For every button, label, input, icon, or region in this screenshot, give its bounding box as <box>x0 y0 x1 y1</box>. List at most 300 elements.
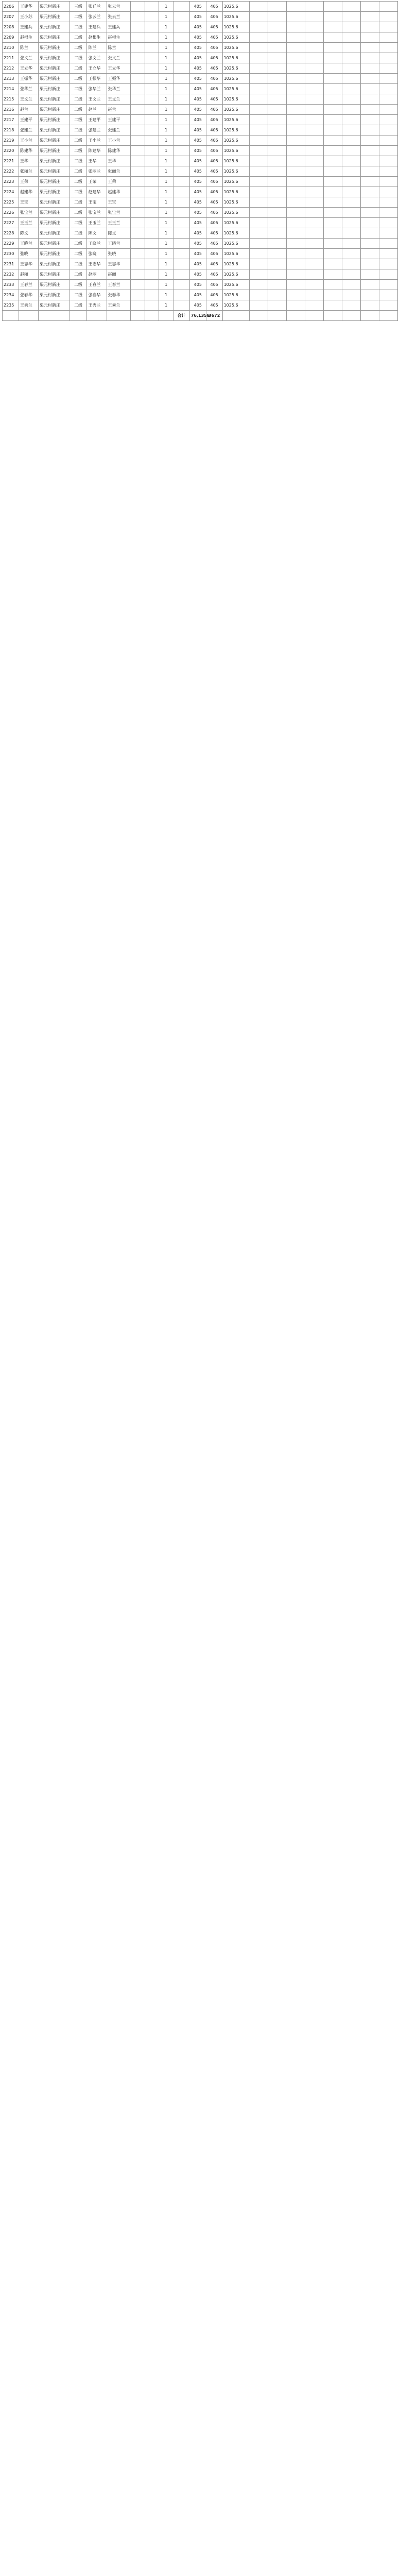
row-amount-b: 405 <box>206 166 222 177</box>
row-flag-b <box>145 115 159 125</box>
row-unit: 栗元村新庄 <box>38 218 69 228</box>
row-amount-a: 405 <box>189 84 206 94</box>
table-row <box>3 269 398 280</box>
row-flag-c <box>173 74 190 84</box>
row-flag-b <box>145 269 159 280</box>
row-blank-8 <box>379 22 397 32</box>
row-unit: 栗元村新庄 <box>38 43 69 53</box>
row-blank-1 <box>250 63 268 74</box>
row-flag-a <box>130 22 145 32</box>
row-flag-c <box>173 239 190 249</box>
row-name: 赵兰 <box>19 105 38 115</box>
row-blank-4 <box>305 63 323 74</box>
row-flag-a <box>130 228 145 239</box>
table-row <box>3 259 398 269</box>
row-blank-5 <box>323 156 342 166</box>
total-blank <box>87 311 107 321</box>
row-count: 1 <box>159 177 173 187</box>
row-blank-3 <box>286 125 305 135</box>
row-blank-1 <box>250 135 268 146</box>
row-flag-b <box>145 300 159 311</box>
row-name: 王振华 <box>19 74 38 84</box>
row-amount-b: 405 <box>206 115 222 125</box>
row-contact: 王秀兰 <box>87 300 107 311</box>
row-blank-7 <box>360 269 379 280</box>
row-blank-1 <box>250 208 268 218</box>
row-count: 1 <box>159 74 173 84</box>
row-contact: 王小兰 <box>87 135 107 146</box>
total-blank <box>159 311 173 321</box>
row-amount-b: 405 <box>206 125 222 135</box>
row-count: 1 <box>159 208 173 218</box>
row-blank-8 <box>379 84 397 94</box>
row-blank-7 <box>360 12 379 22</box>
row-blank-7 <box>360 228 379 239</box>
row-amount-c: 1025.6 <box>222 53 249 63</box>
records-table <box>2 1 398 321</box>
total-label: 合计 <box>173 311 190 321</box>
row-blank-8 <box>379 249 397 259</box>
row-blank-8 <box>379 197 397 208</box>
row-blank-4 <box>305 166 323 177</box>
row-blank-3 <box>286 135 305 146</box>
row-blank-7 <box>360 22 379 32</box>
total-n2: 3672 <box>206 311 222 321</box>
row-amount-c: 1025.6 <box>222 146 249 156</box>
row-contact: 王春兰 <box>87 280 107 290</box>
row-payee: 张文兰 <box>107 53 130 63</box>
row-flag-a <box>130 53 145 63</box>
row-blank-2 <box>268 166 286 177</box>
row-blank-3 <box>286 43 305 53</box>
row-blank-6 <box>342 187 360 197</box>
row-count: 1 <box>159 197 173 208</box>
row-flag-c <box>173 94 190 105</box>
row-blank-2 <box>268 218 286 228</box>
row-blank-4 <box>305 218 323 228</box>
row-amount-a: 405 <box>189 228 206 239</box>
row-level: 二级 <box>69 105 87 115</box>
row-blank-3 <box>286 197 305 208</box>
row-blank-8 <box>379 300 397 311</box>
table-row <box>3 115 398 125</box>
row-blank-3 <box>286 105 305 115</box>
row-level: 二级 <box>69 280 87 290</box>
row-level: 二级 <box>69 156 87 166</box>
row-contact: 王晓兰 <box>87 239 107 249</box>
row-blank-6 <box>342 300 360 311</box>
row-flag-b <box>145 249 159 259</box>
row-amount-c: 1025.6 <box>222 105 249 115</box>
row-blank-8 <box>379 53 397 63</box>
row-amount-c: 1025.6 <box>222 218 249 228</box>
row-name: 王玉兰 <box>19 218 38 228</box>
row-amount-a: 405 <box>189 208 206 218</box>
row-blank-1 <box>250 218 268 228</box>
row-blank-3 <box>286 280 305 290</box>
row-blank-8 <box>379 208 397 218</box>
row-blank-2 <box>268 259 286 269</box>
row-contact: 王立华 <box>87 63 107 74</box>
row-flag-a <box>130 177 145 187</box>
row-blank-1 <box>250 290 268 300</box>
row-blank-4 <box>305 269 323 280</box>
table-row <box>3 280 398 290</box>
row-blank-4 <box>305 43 323 53</box>
row-payee: 陈建华 <box>107 146 130 156</box>
row-blank-5 <box>323 290 342 300</box>
row-contact: 陈建华 <box>87 146 107 156</box>
row-blank-4 <box>305 280 323 290</box>
row-number: 2234 <box>3 290 19 300</box>
row-unit: 栗元村新庄 <box>38 177 69 187</box>
row-number: 2221 <box>3 156 19 166</box>
row-amount-a: 405 <box>189 290 206 300</box>
row-blank-1 <box>250 259 268 269</box>
row-payee: 张云兰 <box>107 2 130 12</box>
row-flag-a <box>130 74 145 84</box>
row-blank-4 <box>305 84 323 94</box>
row-amount-c: 1025.6 <box>222 259 249 269</box>
row-blank-8 <box>379 12 397 22</box>
row-count: 1 <box>159 166 173 177</box>
row-blank-1 <box>250 187 268 197</box>
row-unit: 栗元村新庄 <box>38 115 69 125</box>
row-amount-b: 405 <box>206 135 222 146</box>
row-contact: 王振华 <box>87 74 107 84</box>
row-blank-4 <box>305 32 323 43</box>
row-payee: 王华 <box>107 156 130 166</box>
row-contact: 王志华 <box>87 259 107 269</box>
row-blank-4 <box>305 146 323 156</box>
row-blank-1 <box>250 32 268 43</box>
row-amount-a: 405 <box>189 187 206 197</box>
table-row <box>3 228 398 239</box>
row-number: 2206 <box>3 2 19 12</box>
row-contact: 张丽兰 <box>87 166 107 177</box>
row-count: 1 <box>159 135 173 146</box>
row-contact: 张春华 <box>87 290 107 300</box>
row-flag-b <box>145 63 159 74</box>
row-flag-c <box>173 135 190 146</box>
row-blank-7 <box>360 249 379 259</box>
row-amount-a: 405 <box>189 259 206 269</box>
row-level: 二级 <box>69 74 87 84</box>
row-blank-6 <box>342 105 360 115</box>
row-count: 1 <box>159 218 173 228</box>
row-name: 王文兰 <box>19 94 38 105</box>
row-unit: 栗元村新庄 <box>38 239 69 249</box>
row-blank-8 <box>379 135 397 146</box>
row-blank-3 <box>286 269 305 280</box>
table-row <box>3 156 398 166</box>
table-row <box>3 74 398 84</box>
row-flag-c <box>173 63 190 74</box>
row-level: 二级 <box>69 208 87 218</box>
row-name: 王华 <box>19 156 38 166</box>
row-contact: 王华 <box>87 156 107 166</box>
row-blank-8 <box>379 290 397 300</box>
row-blank-3 <box>286 218 305 228</box>
row-level: 二级 <box>69 197 87 208</box>
row-blank-5 <box>323 53 342 63</box>
row-name: 王春兰 <box>19 280 38 290</box>
row-level: 二级 <box>69 135 87 146</box>
row-payee: 赵根生 <box>107 32 130 43</box>
row-amount-c: 1025.6 <box>222 125 249 135</box>
row-amount-b: 405 <box>206 32 222 43</box>
row-flag-a <box>130 290 145 300</box>
row-name: 赵建华 <box>19 187 38 197</box>
row-count: 1 <box>159 43 173 53</box>
row-blank-3 <box>286 84 305 94</box>
row-unit: 栗元村新庄 <box>38 32 69 43</box>
row-blank-8 <box>379 32 397 43</box>
row-blank-2 <box>268 249 286 259</box>
row-blank-2 <box>268 125 286 135</box>
table-row <box>3 135 398 146</box>
row-blank-7 <box>360 280 379 290</box>
row-blank-3 <box>286 166 305 177</box>
row-contact: 张宝兰 <box>87 208 107 218</box>
row-amount-a: 405 <box>189 280 206 290</box>
row-payee: 王立华 <box>107 63 130 74</box>
row-number: 2218 <box>3 125 19 135</box>
row-name: 赵根生 <box>19 32 38 43</box>
row-amount-b: 405 <box>206 22 222 32</box>
row-flag-a <box>130 166 145 177</box>
row-payee: 王春兰 <box>107 280 130 290</box>
row-blank-2 <box>268 197 286 208</box>
row-name: 王志华 <box>19 259 38 269</box>
row-amount-c: 1025.6 <box>222 74 249 84</box>
row-blank-2 <box>268 63 286 74</box>
row-blank-1 <box>250 2 268 12</box>
row-flag-c <box>173 146 190 156</box>
row-amount-a: 405 <box>189 105 206 115</box>
row-blank-6 <box>342 239 360 249</box>
total-blank <box>145 311 159 321</box>
row-flag-c <box>173 290 190 300</box>
row-amount-a: 405 <box>189 269 206 280</box>
row-name: 张建兰 <box>19 125 38 135</box>
row-payee: 赵丽 <box>107 269 130 280</box>
table-row <box>3 105 398 115</box>
row-blank-4 <box>305 22 323 32</box>
row-flag-c <box>173 156 190 166</box>
row-blank-4 <box>305 12 323 22</box>
row-unit: 栗元村新庄 <box>38 74 69 84</box>
row-level: 二级 <box>69 187 87 197</box>
row-blank-5 <box>323 22 342 32</box>
row-contact: 张华兰 <box>87 84 107 94</box>
row-blank-2 <box>268 177 286 187</box>
row-number: 2223 <box>3 177 19 187</box>
row-flag-b <box>145 105 159 115</box>
row-contact: 张文兰 <box>87 53 107 63</box>
row-blank-6 <box>342 43 360 53</box>
row-blank-1 <box>250 239 268 249</box>
row-blank-1 <box>250 269 268 280</box>
row-blank-6 <box>342 135 360 146</box>
row-blank-4 <box>305 197 323 208</box>
row-blank-6 <box>342 115 360 125</box>
row-blank-5 <box>323 115 342 125</box>
row-unit: 栗元村新庄 <box>38 187 69 197</box>
row-level: 二级 <box>69 239 87 249</box>
row-payee: 张云兰 <box>107 12 130 22</box>
total-blank <box>107 311 130 321</box>
row-blank-8 <box>379 218 397 228</box>
row-count: 1 <box>159 290 173 300</box>
row-name: 王荣 <box>19 177 38 187</box>
row-amount-b: 405 <box>206 74 222 84</box>
row-contact: 赵丽 <box>87 269 107 280</box>
row-number: 2226 <box>3 208 19 218</box>
row-blank-2 <box>268 300 286 311</box>
row-blank-2 <box>268 156 286 166</box>
row-amount-a: 405 <box>189 249 206 259</box>
total-blank <box>286 311 305 321</box>
row-amount-a: 405 <box>189 32 206 43</box>
row-blank-3 <box>286 115 305 125</box>
row-blank-5 <box>323 228 342 239</box>
row-unit: 栗元村新庄 <box>38 228 69 239</box>
row-blank-4 <box>305 156 323 166</box>
row-blank-1 <box>250 300 268 311</box>
row-blank-1 <box>250 177 268 187</box>
row-blank-6 <box>342 53 360 63</box>
row-contact: 王荣 <box>87 177 107 187</box>
row-unit: 栗元村新庄 <box>38 94 69 105</box>
row-name: 王小苏 <box>19 12 38 22</box>
row-blank-3 <box>286 208 305 218</box>
row-number: 2211 <box>3 53 19 63</box>
row-unit: 栗元村新庄 <box>38 290 69 300</box>
row-flag-c <box>173 22 190 32</box>
row-blank-5 <box>323 249 342 259</box>
row-amount-a: 405 <box>189 74 206 84</box>
row-flag-b <box>145 94 159 105</box>
row-amount-b: 405 <box>206 53 222 63</box>
row-unit: 栗元村新庄 <box>38 12 69 22</box>
row-unit: 栗元村新庄 <box>38 84 69 94</box>
row-flag-a <box>130 197 145 208</box>
row-count: 1 <box>159 187 173 197</box>
row-contact: 王建平 <box>87 115 107 125</box>
row-blank-8 <box>379 269 397 280</box>
row-contact: 陈兰 <box>87 43 107 53</box>
row-flag-a <box>130 125 145 135</box>
row-blank-1 <box>250 53 268 63</box>
row-contact: 张丘兰 <box>87 2 107 12</box>
row-blank-5 <box>323 208 342 218</box>
row-number: 2220 <box>3 146 19 156</box>
table-row <box>3 208 398 218</box>
row-flag-b <box>145 166 159 177</box>
table-row <box>3 187 398 197</box>
row-unit: 栗元村新庄 <box>38 280 69 290</box>
row-payee: 张宝兰 <box>107 208 130 218</box>
row-amount-c: 1025.6 <box>222 269 249 280</box>
row-flag-a <box>130 300 145 311</box>
row-unit: 栗元村新庄 <box>38 259 69 269</box>
row-flag-c <box>173 187 190 197</box>
row-name: 张春华 <box>19 290 38 300</box>
table-row <box>3 218 398 228</box>
row-amount-c: 1025.6 <box>222 135 249 146</box>
row-flag-a <box>130 84 145 94</box>
row-blank-2 <box>268 2 286 12</box>
row-name: 王晓兰 <box>19 239 38 249</box>
row-blank-5 <box>323 12 342 22</box>
row-blank-5 <box>323 74 342 84</box>
total-blank <box>250 311 268 321</box>
row-count: 1 <box>159 249 173 259</box>
row-amount-a: 405 <box>189 156 206 166</box>
row-blank-6 <box>342 22 360 32</box>
row-payee: 王宝 <box>107 197 130 208</box>
row-flag-b <box>145 74 159 84</box>
row-amount-a: 405 <box>189 94 206 105</box>
row-amount-a: 405 <box>189 53 206 63</box>
row-amount-a: 405 <box>189 43 206 53</box>
row-count: 1 <box>159 239 173 249</box>
row-flag-c <box>173 269 190 280</box>
row-unit: 栗元村新庄 <box>38 300 69 311</box>
row-flag-b <box>145 84 159 94</box>
row-level: 二级 <box>69 115 87 125</box>
row-blank-1 <box>250 280 268 290</box>
row-amount-a: 405 <box>189 166 206 177</box>
row-number: 2215 <box>3 94 19 105</box>
row-blank-2 <box>268 74 286 84</box>
row-blank-1 <box>250 249 268 259</box>
row-level: 二级 <box>69 94 87 105</box>
row-amount-b: 405 <box>206 239 222 249</box>
row-amount-b: 405 <box>206 156 222 166</box>
row-flag-c <box>173 43 190 53</box>
row-payee: 张春华 <box>107 290 130 300</box>
row-blank-6 <box>342 166 360 177</box>
row-blank-7 <box>360 63 379 74</box>
row-amount-c: 1025.6 <box>222 2 249 12</box>
row-count: 1 <box>159 300 173 311</box>
row-blank-7 <box>360 218 379 228</box>
row-flag-b <box>145 53 159 63</box>
row-amount-c: 1025.6 <box>222 32 249 43</box>
row-level: 二级 <box>69 259 87 269</box>
row-flag-a <box>130 135 145 146</box>
row-blank-2 <box>268 12 286 22</box>
row-count: 1 <box>159 125 173 135</box>
row-blank-8 <box>379 259 397 269</box>
row-flag-b <box>145 208 159 218</box>
total-n3 <box>222 311 249 321</box>
row-payee: 王振华 <box>107 74 130 84</box>
row-blank-6 <box>342 32 360 43</box>
row-blank-7 <box>360 53 379 63</box>
row-payee: 张华兰 <box>107 84 130 94</box>
row-blank-6 <box>342 269 360 280</box>
row-blank-2 <box>268 43 286 53</box>
row-flag-c <box>173 218 190 228</box>
row-blank-7 <box>360 290 379 300</box>
row-amount-a: 405 <box>189 197 206 208</box>
row-blank-7 <box>360 84 379 94</box>
row-count: 1 <box>159 269 173 280</box>
row-level: 二级 <box>69 177 87 187</box>
